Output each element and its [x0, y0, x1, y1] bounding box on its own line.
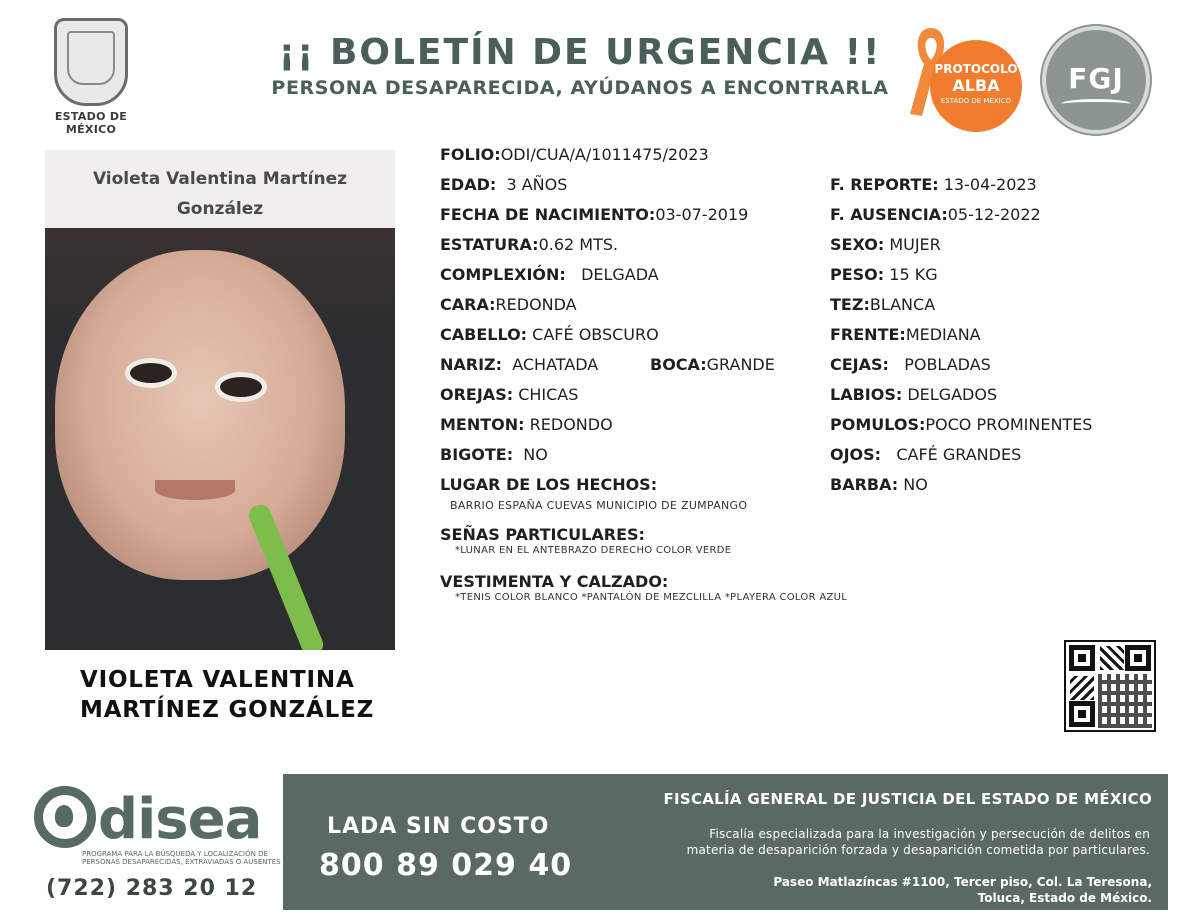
senas-value: *LUNAR EN EL ANTEBRAZO DERECHO COLOR VERDE [455, 545, 732, 556]
peso-value: 15 KG [889, 265, 938, 284]
boca-value: GRANDE [706, 355, 775, 374]
field-edad [440, 175, 567, 194]
orejas-value: CHICAS [518, 385, 579, 404]
bigote-value: NO [523, 445, 548, 464]
fgem-desc-line2: materia de desaparición forzada y desaparición cometida por particulares. [686, 843, 1150, 857]
field-tez [830, 295, 935, 314]
missing-person-photo [45, 150, 395, 650]
field-cabello [440, 325, 659, 344]
f-ausencia-value: 05-12-2022 [947, 205, 1041, 224]
tez-value: BLANCA [869, 295, 936, 314]
estatura-value: 0.62 MTS. [538, 235, 619, 254]
fgj-logo [1042, 26, 1150, 134]
field-folio [440, 145, 709, 164]
edad-label: EDAD: [440, 175, 497, 194]
f-reporte-label: F. REPORTE: [830, 175, 939, 194]
fgem-address [773, 874, 1152, 906]
field-labios [830, 385, 997, 404]
photo-eye-right [215, 372, 267, 402]
nariz-value: ACHATADA [512, 355, 599, 374]
person-name-line2: MARTÍNEZ GONZÁLEZ [80, 697, 375, 723]
bulletin-title-block [230, 32, 930, 99]
alba-line1: PROTOCOLO [934, 62, 1018, 76]
cara-label: CARA: [440, 295, 496, 314]
alba-circle [930, 40, 1022, 132]
complexion-value: DELGADA [581, 265, 659, 284]
lada-label: LADA SIN COSTO [327, 814, 550, 839]
lugar-value: BARRIO ESPAÑA CUEVAS MUNICIPIO DE ZUMPANGO [450, 499, 748, 512]
odisea-phone: (722) 283 20 12 [46, 876, 258, 901]
tez-label: TEZ: [830, 295, 870, 314]
field-cara [440, 295, 577, 314]
photo-mouth [155, 480, 235, 500]
ojos-value: CAFÉ GRANDES [896, 445, 1022, 464]
barba-label: BARBA: [830, 475, 899, 494]
boca-label: BOCA: [650, 355, 707, 374]
person-name-line1: VIOLETA VALENTINA [80, 667, 355, 693]
field-vestimenta-label [440, 572, 668, 591]
state-label: ESTADO DE MÉXICO [54, 110, 128, 136]
field-peso [830, 265, 938, 284]
fecha-nacimiento-value: 03-07-2019 [655, 205, 749, 224]
vestimenta-value: *TENIS COLOR BLANCO *PANTALÓN DE MEZCLILLA *PLAYERA COLOR AZUL [455, 592, 848, 603]
field-sexo [830, 235, 941, 254]
fgj-logo-text: FGJ [1068, 62, 1124, 95]
cejas-value: POBLADAS [904, 355, 991, 374]
bulletin-title: ¡¡ BOLETÍN DE URGENCIA !! [278, 32, 882, 73]
field-bigote [440, 445, 548, 464]
menton-label: MENTON: [440, 415, 525, 434]
alba-line2: ALBA [952, 76, 1000, 95]
bulletin-subtitle: PERSONA DESAPARECIDA, AYÚDANOS A ENCONTRARLA [271, 77, 889, 99]
protocolo-alba-logo [900, 22, 1028, 132]
lada-number: 800 89 029 40 [319, 848, 573, 883]
field-frente [830, 325, 981, 344]
fecha-nacimiento-label: FECHA DE NACIMIENTO: [440, 205, 656, 224]
field-menton [440, 415, 613, 434]
cara-value: REDONDA [495, 295, 577, 314]
pomulos-label: POMULOS: [830, 415, 926, 434]
photo-eye-left [125, 358, 177, 388]
orejas-label: OREJAS: [440, 385, 514, 404]
field-senas-label [440, 525, 645, 544]
field-nariz [440, 355, 598, 374]
odisea-pin-icon [34, 786, 96, 848]
labios-label: LABIOS: [830, 385, 903, 404]
field-fecha-nacimiento [440, 205, 748, 224]
fgem-desc-line1: Fiscalía especializada para la investigación y persecución de delitos en [709, 827, 1150, 841]
photo-caption-line1: Violeta Valentina Martínez [92, 169, 348, 189]
field-f-ausencia [830, 205, 1041, 224]
sexo-label: SEXO: [830, 235, 885, 254]
menton-value: REDONDO [529, 415, 613, 434]
barba-value: NO [903, 475, 928, 494]
f-reporte-value: 13-04-2023 [943, 175, 1037, 194]
qr-pattern [1098, 674, 1152, 728]
field-lugar-label [440, 475, 657, 494]
cabello-value: CAFÉ OBSCURO [532, 325, 659, 344]
frente-value: MEDIANA [905, 325, 981, 344]
odisea-logo [34, 786, 281, 866]
fgem-title: FISCALÍA GENERAL DE JUSTICIA DEL ESTADO DE MÉXICO [663, 790, 1152, 808]
estatura-label: ESTATURA: [440, 235, 539, 254]
f-ausencia-label: F. AUSENCIA: [830, 205, 948, 224]
fgem-description [590, 826, 1150, 858]
photo-caption-line2: González [176, 199, 264, 219]
odisea-description: PROGRAMA PARA LA BÚSQUEDA Y LOCALIZACIÓN DE PERSONAS DESAPARECIDAS, EXTRAVIADAS O AUSENTES [82, 850, 281, 866]
photo-face [55, 250, 345, 580]
qr-finder-top-left [1069, 645, 1095, 671]
field-orejas [440, 385, 578, 404]
footer-band [283, 774, 1168, 910]
field-barba [830, 475, 928, 494]
coat-of-arms-icon [54, 18, 128, 106]
nariz-label: NARIZ: [440, 355, 503, 374]
complexion-label: COMPLEXIÓN: [440, 265, 566, 284]
cejas-label: CEJAS: [830, 355, 889, 374]
qr-pattern-left [1070, 676, 1094, 700]
field-complexion [440, 265, 659, 284]
labios-value: DELGADOS [907, 385, 998, 404]
field-ojos [830, 445, 1021, 464]
frente-label: FRENTE: [830, 325, 906, 344]
address-line2: Toluca, Estado de México. [977, 891, 1152, 905]
alba-line3: ESTADO DE MÉXICO [940, 97, 1012, 105]
qr-finder-bottom-left [1069, 701, 1095, 727]
odisea-word: disea [98, 787, 262, 852]
photo-caption [45, 150, 395, 228]
pomulos-value: POCO PROMINENTES [925, 415, 1093, 434]
lugar-label: LUGAR DE LOS HECHOS: [440, 475, 658, 494]
qr-finder-top-right [1125, 645, 1151, 671]
field-cejas [830, 355, 991, 374]
person-name [80, 665, 420, 725]
qr-pattern-top [1100, 646, 1124, 670]
bigote-label: BIGOTE: [440, 445, 514, 464]
sexo-value: MUJER [889, 235, 941, 254]
estado-de-mexico-seal [30, 18, 152, 136]
ojos-label: OJOS: [830, 445, 882, 464]
edad-value: 3 AÑOS [506, 175, 568, 194]
field-f-reporte [830, 175, 1037, 194]
field-boca [650, 355, 775, 374]
vestimenta-label: VESTIMENTA Y CALZADO: [440, 572, 669, 591]
folio-value: ODI/CUA/A/1011475/2023 [500, 145, 709, 164]
peso-label: PESO: [830, 265, 885, 284]
field-pomulos [830, 415, 1092, 434]
field-estatura [440, 235, 618, 254]
qr-code-icon[interactable] [1064, 640, 1156, 732]
address-line1: Paseo Matlazíncas #1100, Tercer piso, Col. La Teresona, [773, 875, 1152, 889]
folio-label: FOLIO: [440, 145, 501, 164]
senas-label: SEÑAS PARTICULARES: [440, 525, 645, 544]
odisea-mark [34, 786, 274, 852]
eagle-wings-icon [1061, 99, 1131, 109]
cabello-label: CABELLO: [440, 325, 528, 344]
